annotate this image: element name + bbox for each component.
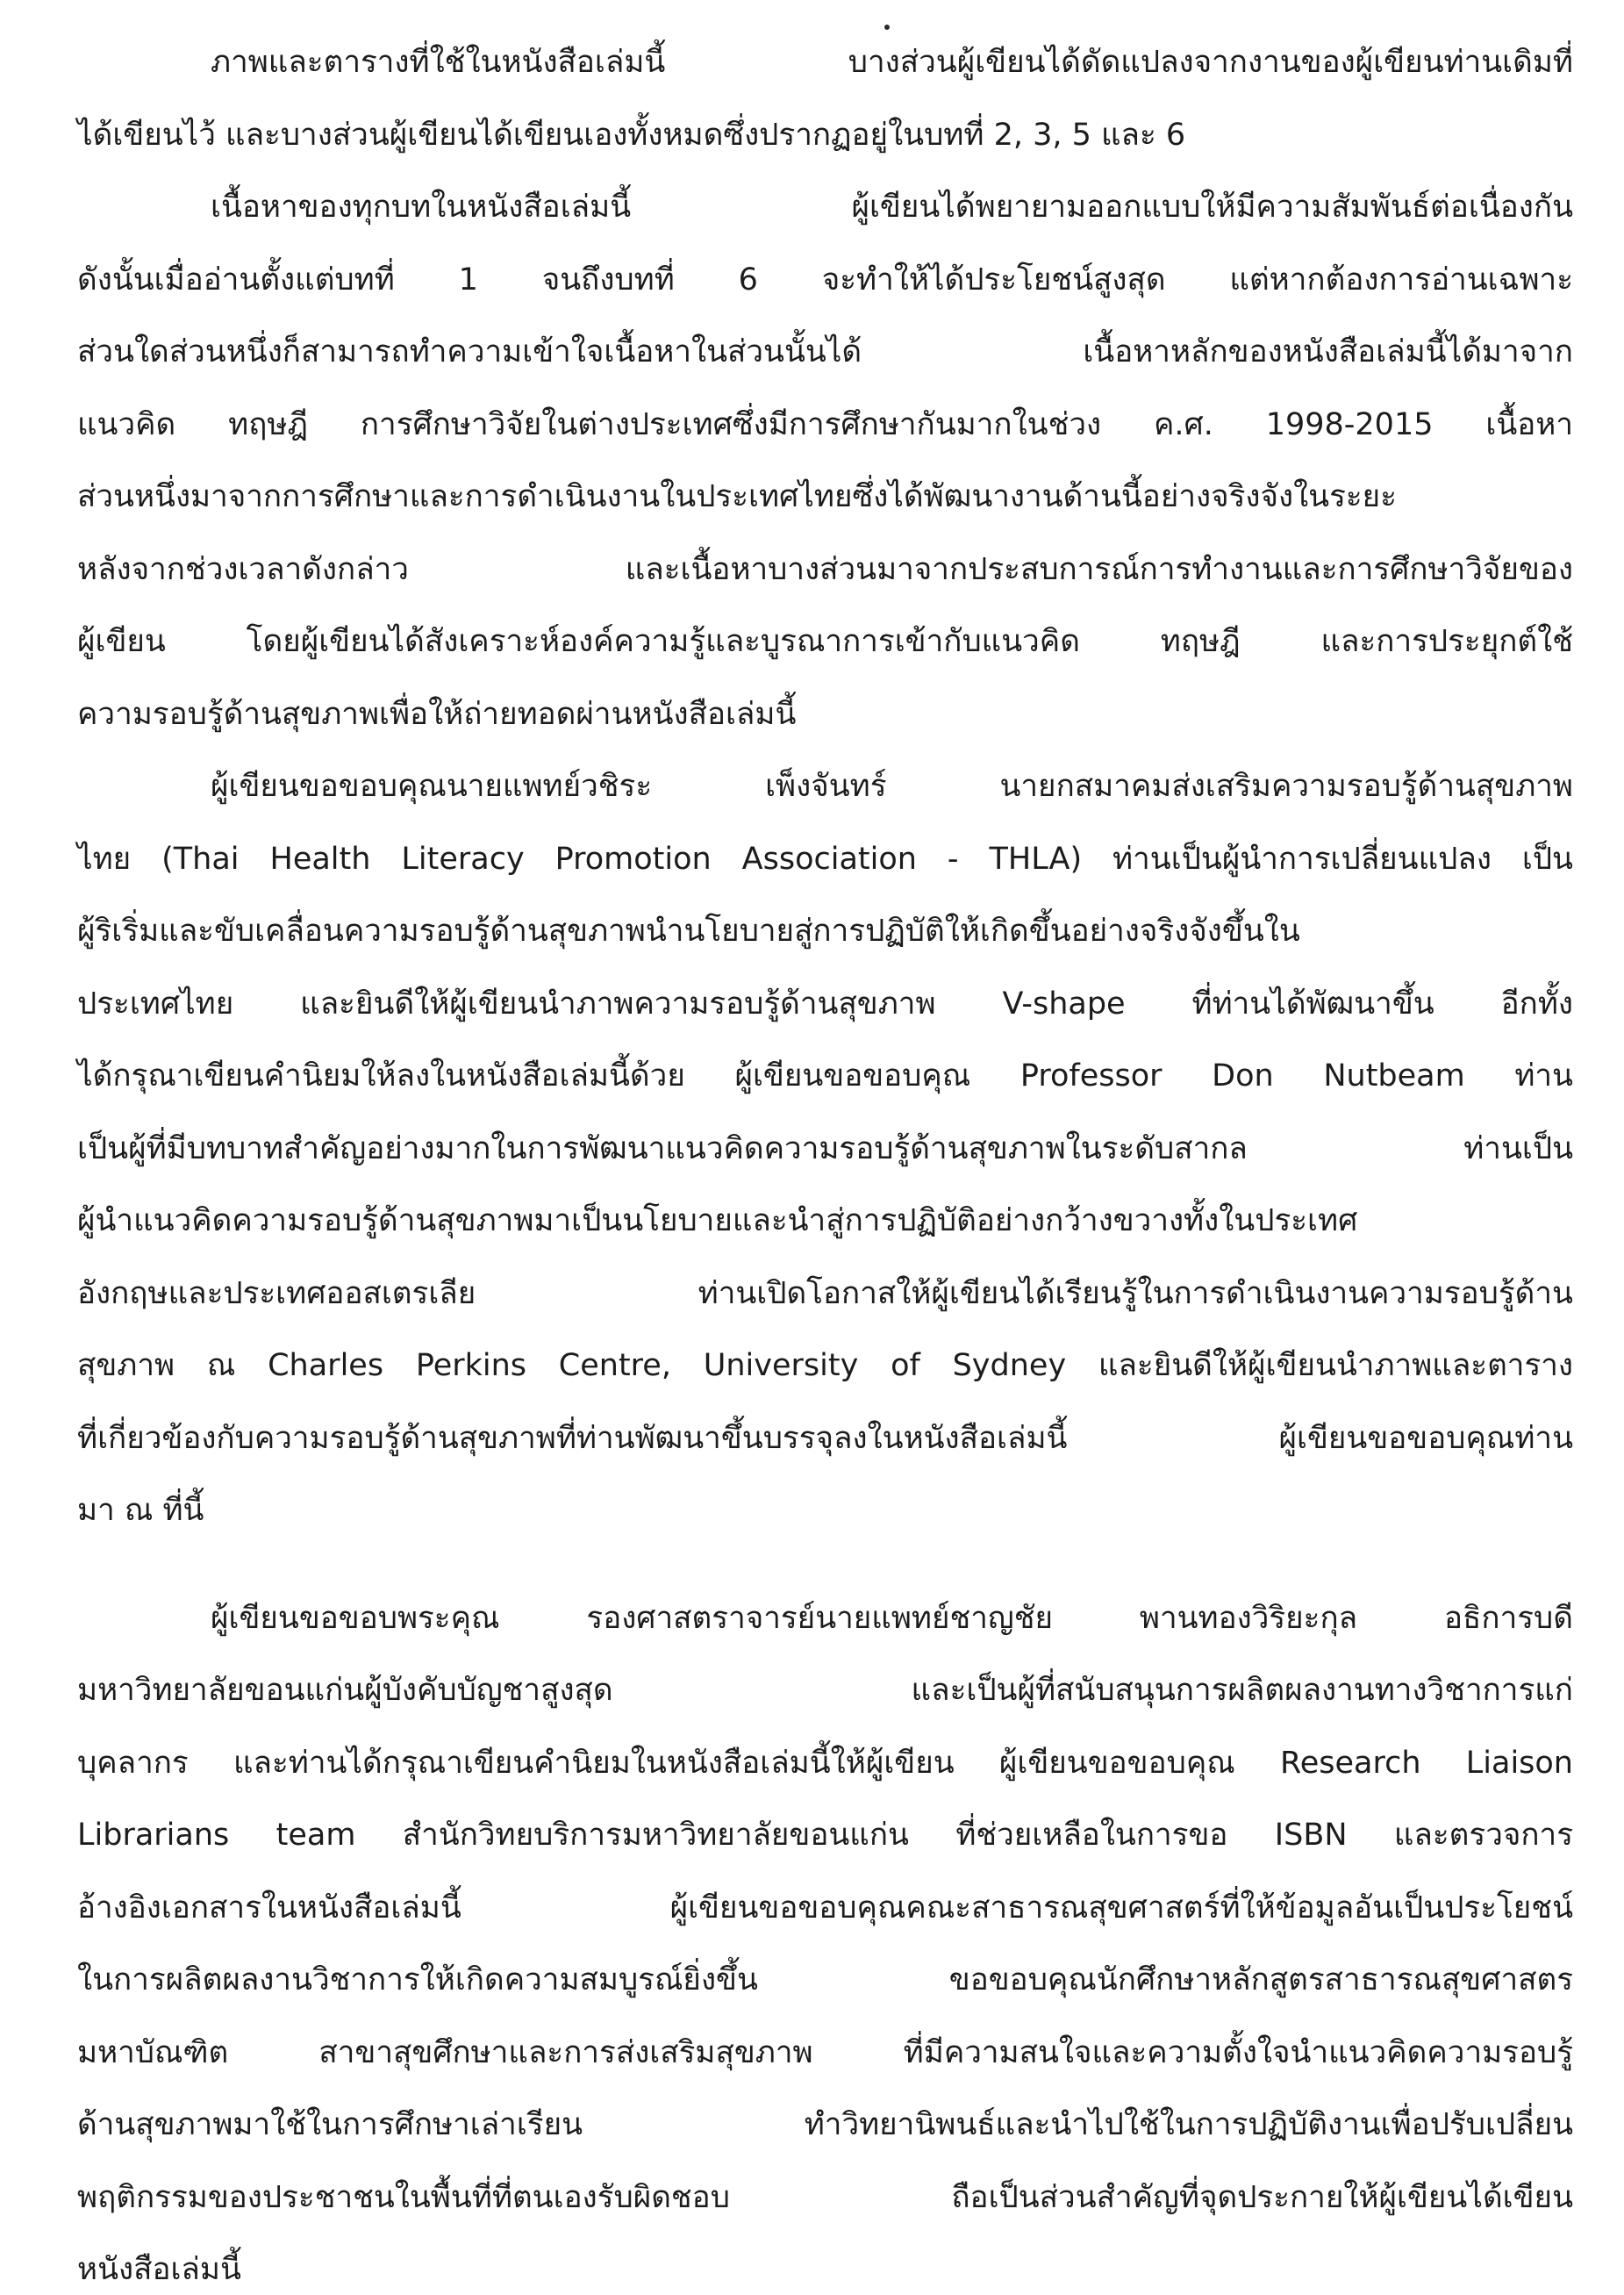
text-line: ภาพและตารางที่ใช้ในหนังสือเล่มนี้ บางส่วนผู้เขียนได้ดัดแปลงจากงานของผู้เขียนท่านเดิมที่ bbox=[211, 45, 1573, 80]
text-line: ผู้ริเริ่มและขับเคลื่อนความรอบรู้ด้านสุขภาพนำนโยบายสู่การปฏิบัติให้เกิดขึ้นอย่างจริงจังขึ้นใน bbox=[77, 914, 1300, 949]
text-line: อังกฤษและประเทศออสเตรเลีย ท่านเปิดโอกาสให้ผู้เขียนได้เรียนรู้ในการดำเนินงานความรอบรู้ด้าน bbox=[77, 1275, 1573, 1311]
text-line: ผู้นำแนวคิดความรอบรู้ด้านสุขภาพมาเป็นนโยบายและนำสู่การปฏิบัติอย่างกว้างขวางทั้งในประเทศ bbox=[77, 1203, 1358, 1238]
text-line: ดังนั้นเมื่ออ่านตั้งแต่บทที่ 1 จนถึงบทที่ 6 จะทำให้ได้ประโยชน์สูงสุด แต่หากต้องการอ่านเฉพาะ bbox=[77, 262, 1573, 298]
text-line: เนื้อหาของทุกบทในหนังสือเล่มนี้ ผู้เขียนได้พยายามออกแบบให้มีความสัมพันธ์ต่อเนื่องกัน bbox=[211, 190, 1573, 225]
text-line: หลังจากช่วงเวลาดังกล่าว และเนื้อหาบางส่วนมาจากประสบการณ์การทำงานและการศึกษาวิจัยของ bbox=[77, 551, 1573, 587]
text-line: ที่เกี่ยวข้องกับความรอบรู้ด้านสุขภาพที่ท่านพัฒนาขึ้นบรรจุลงในหนังสือเล่มนี้ ผู้เขียนขอขอบคุณท่าน bbox=[77, 1420, 1573, 1456]
text-line: อ้างอิงเอกสารในหนังสือเล่มนี้ ผู้เขียนขอขอบคุณคณะสาธารณสุขศาสตร์ที่ให้ข้อมูลอันเป็นประโยชน์ bbox=[77, 1890, 1573, 1926]
text-line: ประเทศไทย และยินดีให้ผู้เขียนนำภาพความรอบรู้ด้านสุขภาพ V-shape ที่ท่านได้พัฒนาขึ้น อีกทั้ง bbox=[77, 986, 1573, 1022]
text-line: ผู้เขียน โดยผู้เขียนได้สังเคราะห์องค์ความรู้และบูรณาการเข้ากับแนวคิด ทฤษฎี และการประยุกต์ใช้ bbox=[77, 624, 1573, 659]
text-line: มา ณ ที่นี้ bbox=[77, 1493, 204, 1528]
text-line: ความรอบรู้ด้านสุขภาพเพื่อให้ถ่ายทอดผ่านหนังสือเล่มนี้ bbox=[77, 696, 797, 732]
text-line: ส่วนหนึ่งมาจากการศึกษาและการดำเนินงานในประเทศไทยซึ่งได้พัฒนางานด้านนี้อย่างจริงจังในระยะ bbox=[77, 479, 1397, 514]
text-line: ไทย (Thai Health Literacy Promotion Association - THLA) ท่านเป็นผู้นำการเปลี่ยนแปลง เป็น bbox=[77, 841, 1573, 877]
paragraph-1 bbox=[77, 26, 1573, 171]
text-line: ด้านสุขภาพมาใช้ในการศึกษาเล่าเรียน ทำวิทยานิพนธ์และนำไปใช้ในการปฏิบัติงานเพื่อปรับเปลี่ยน bbox=[77, 2107, 1573, 2142]
text-line: พฤติกรรมของประชาชนในพื้นที่ที่ตนเองรับผิดชอบ ถือเป็นส่วนสำคัญที่จุดประกายให้ผู้เขียนได้เขียน bbox=[77, 2179, 1573, 2215]
text-line: สุขภาพ ณ Charles Perkins Centre, University of Sydney และยินดีให้ผู้เขียนนำภาพและตาราง bbox=[77, 1348, 1573, 1383]
paragraph-4 bbox=[77, 1582, 1573, 2295]
paragraph-gap bbox=[77, 1547, 1573, 1582]
text-line: ได้เขียนไว้ และบางส่วนผู้เขียนได้เขียนเองทั้งหมดซึ่งปรากฏอยู่ในบทที่ 2, 3, 5 และ 6 bbox=[77, 117, 1186, 153]
paragraph-2 bbox=[77, 171, 1573, 750]
text-line: Librarians team สำนักวิทยบริการมหาวิทยาลัยขอนแก่น ที่ช่วยเหลือในการขอ ISBN และตรวจการ bbox=[77, 1818, 1573, 1853]
text-line: หนังสือเล่มนี้ bbox=[77, 2252, 241, 2287]
text-line: มหาบัณฑิต สาขาสุขศึกษาและการส่งเสริมสุขภาพ ที่มีความสนใจและความตั้งใจนำแนวคิดความรอบรู้ bbox=[77, 2034, 1573, 2070]
text-line: เป็นผู้ที่มีบทบาทสำคัญอย่างมากในการพัฒนาแนวคิดความรอบรู้ด้านสุขภาพในระดับสากล ท่านเป็น bbox=[77, 1130, 1573, 1166]
text-line: บุคลากร และท่านได้กรุณาเขียนคำนิยมในหนังสือเล่มนี้ให้ผู้เขียน ผู้เขียนขอขอบคุณ Research Liaison bbox=[77, 1745, 1573, 1781]
text-line: แนวคิด ทฤษฎี การศึกษาวิจัยในต่างประเทศซึ่งมีการศึกษากันมากในช่วง ค.ศ. 1998-2015 เนื้อหา bbox=[77, 406, 1573, 442]
text-line: ได้กรุณาเขียนคำนิยมให้ลงในหนังสือเล่มนี้ด้วย ผู้เขียนขอขอบคุณ Professor Don Nutbeam ท่าน bbox=[77, 1058, 1573, 1094]
paragraph-3 bbox=[77, 750, 1573, 1547]
text-line: ในการผลิตผลงานวิชาการให้เกิดความสมบูรณ์ยิ่งขึ้น ขอขอบคุณนักศึกษาหลักสูตรสาธารณสุขศาสตร bbox=[77, 1962, 1573, 1997]
document-body bbox=[77, 26, 1573, 2295]
text-line: ผู้เขียนขอขอบพระคุณ รองศาสตราจารย์นายแพทย์ชาญชัย พานทองวิริยะกุล อธิการบดี bbox=[211, 1600, 1573, 1636]
text-line: ส่วนใดส่วนหนึ่งก็สามารถทำความเข้าใจเนื้อหาในส่วนนั้นได้ เนื้อหาหลักของหนังสือเล่มนี้ได้มาจาก bbox=[77, 334, 1573, 369]
text-line: ผู้เขียนขอขอบคุณนายแพทย์วชิระ เพ็งจันทร์ นายกสมาคมส่งเสริมความรอบรู้ด้านสุขภาพ bbox=[211, 769, 1573, 804]
text-line: มหาวิทยาลัยขอนแก่นผู้บังคับบัญชาสูงสุด และเป็นผู้ที่สนับสนุนการผลิตผลงานทางวิชาการแก่ bbox=[77, 1673, 1573, 1708]
